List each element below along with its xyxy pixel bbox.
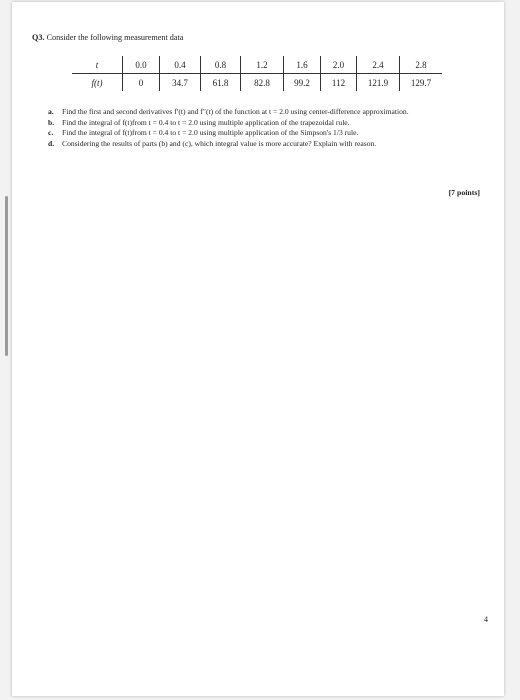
table-cell: 61.8 (201, 74, 241, 92)
t-row-label: t (72, 56, 123, 74)
page-number: 4 (484, 615, 488, 624)
table-cell: 112 (321, 74, 357, 92)
part-marker: c. (48, 128, 54, 138)
question-number: Q3. (32, 33, 45, 42)
table-cell: 121.9 (357, 74, 400, 92)
part-marker: d. (48, 138, 55, 148)
question-heading (32, 33, 183, 42)
part-text: Find the first and second derivatives f′(t) and f″(t) of the function at t = 2.0 using center-difference approximation. (62, 107, 409, 116)
points-label: [7 points] (448, 188, 480, 197)
measurement-table (72, 56, 442, 91)
table-row (72, 56, 442, 74)
table-cell: 82.8 (241, 74, 284, 92)
document-page (12, 2, 504, 696)
table-cell: 129.7 (400, 74, 443, 92)
part-text: Considering the results of parts (b) and (c), which integral value is more accurate? Explain with reason. (62, 138, 377, 148)
table-cell: 1.6 (284, 56, 321, 74)
f-row-label: f(t) (91, 77, 103, 88)
list-item (48, 118, 488, 129)
table-cell: 2.8 (400, 56, 443, 74)
table-cell: 99.2 (284, 74, 321, 92)
table-cell: 34.7 (160, 74, 201, 92)
scrollbar-thumb[interactable] (5, 196, 8, 356)
list-item (48, 107, 488, 118)
table-cell: 0 (123, 74, 160, 92)
question-parts-list (48, 107, 488, 149)
table-cell: 0.4 (160, 56, 201, 74)
part-text: Find the integral of f(t)from t = 0.4 to t = 2.0 using multiple application of the trapezoidal rule. (62, 117, 350, 127)
table-cell: 0.0 (123, 56, 160, 74)
table-row (72, 74, 442, 92)
part-marker: b. (48, 117, 55, 127)
part-text: Find the integral of f(t)from t = 0.4 to t = 2.0 using multiple application of the Simpson's 1/3 rule. (62, 128, 359, 138)
question-prompt: Consider the following measurement data (46, 33, 184, 42)
table-cell: 0.8 (201, 56, 241, 74)
list-item (48, 139, 488, 150)
table-cell: 1.2 (241, 56, 284, 74)
part-marker: a. (48, 107, 54, 116)
table-cell: 2.0 (321, 56, 357, 74)
table-cell: 2.4 (357, 56, 400, 74)
list-item (48, 128, 488, 139)
